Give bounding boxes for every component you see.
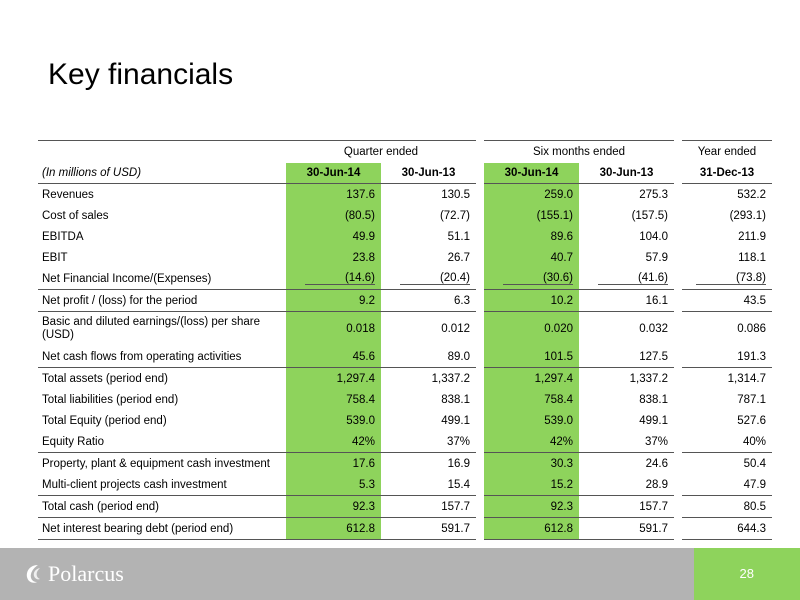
cell-value: 499.1 xyxy=(639,414,668,427)
cell-value: 0.012 xyxy=(441,323,470,335)
table-row xyxy=(38,389,772,410)
cell-value: 127.5 xyxy=(579,346,674,368)
row-label: EBIT xyxy=(42,251,68,264)
cell-value: 591.7 xyxy=(579,518,674,540)
row-label: Property, plant & equipment cash investment xyxy=(42,457,270,470)
table-row xyxy=(38,346,772,368)
cell-value: 89.6 xyxy=(484,226,579,247)
cell-value: 130.5 xyxy=(441,188,470,201)
row-label: Total cash (period end) xyxy=(38,496,286,518)
cell-value: 191.3 xyxy=(682,346,772,368)
cell-value: 0.086 xyxy=(737,323,766,335)
cell-value: 1,337.2 xyxy=(431,372,470,385)
cell-value: 17.6 xyxy=(286,453,381,475)
cell-value: 259.0 xyxy=(484,184,579,206)
row-label: EBITDA xyxy=(42,230,84,243)
cell-value: 45.6 xyxy=(286,346,381,368)
polarcus-swirl-icon xyxy=(24,562,44,586)
cell-value-text: (30.6) xyxy=(503,272,573,285)
cell-value: 28.9 xyxy=(579,474,674,496)
row-label: Revenues xyxy=(42,188,94,201)
group-header-year: Year ended xyxy=(682,141,772,164)
cell-value: 1,337.2 xyxy=(629,372,668,385)
cell-value: 89.0 xyxy=(381,346,476,368)
cell-value: 612.8 xyxy=(286,518,381,540)
row-label: Net interest bearing debt (period end) xyxy=(38,518,286,540)
row-label: Net cash flows from operating activities xyxy=(38,346,286,368)
cell-value: 49.9 xyxy=(286,226,381,247)
row-label: Net Financial Income/(Expenses) xyxy=(38,268,286,290)
table-row xyxy=(38,431,772,453)
cell-value: 758.4 xyxy=(484,389,579,410)
cell-value: 57.9 xyxy=(645,251,668,264)
row-label: Net profit / (loss) for the period xyxy=(38,290,286,312)
units-label: (In millions of USD) xyxy=(38,163,286,184)
table-row xyxy=(38,453,772,475)
cell-value: 1,297.4 xyxy=(286,368,381,390)
financials-table xyxy=(38,140,772,540)
page-number: 28 xyxy=(739,566,754,581)
cell-value: (157.5) xyxy=(631,209,668,222)
cell-value: 10.2 xyxy=(484,290,579,312)
table-row xyxy=(38,368,772,390)
column-header: 30-Jun-14 xyxy=(484,163,579,184)
table-row xyxy=(38,312,772,347)
cell-value: 787.1 xyxy=(737,393,766,406)
cell-value: 137.6 xyxy=(286,184,381,206)
cell-value: 1,314.7 xyxy=(727,372,766,385)
cell-value: 80.5 xyxy=(682,496,772,518)
cell-value: 40% xyxy=(682,431,772,453)
cell-value: 23.8 xyxy=(286,247,381,268)
cell-value: 1,297.4 xyxy=(484,368,579,390)
group-header-six-months: Six months ended xyxy=(484,141,674,164)
cell-value: 101.5 xyxy=(484,346,579,368)
table-body xyxy=(38,184,772,540)
cell-value-text: (14.6) xyxy=(305,272,375,285)
row-label: Cost of sales xyxy=(42,209,109,222)
cell-value: 532.2 xyxy=(737,188,766,201)
cell-value-text: (41.6) xyxy=(598,272,668,285)
cell-value: 42% xyxy=(484,431,579,453)
cell-value: 92.3 xyxy=(286,496,381,518)
column-header: 31-Dec-13 xyxy=(682,163,772,184)
column-header: 30-Jun-13 xyxy=(579,163,674,184)
row-label: Multi-client projects cash investment xyxy=(38,474,286,496)
row-label: Total assets (period end) xyxy=(42,372,168,385)
cell-value: 539.0 xyxy=(484,410,579,431)
cell-value: 42% xyxy=(286,431,381,453)
cell-value: 0.018 xyxy=(286,312,381,347)
cell-value xyxy=(286,268,381,290)
cell-value: 50.4 xyxy=(743,457,766,470)
cell-value: 5.3 xyxy=(286,474,381,496)
row-label: Total Equity (period end) xyxy=(42,414,167,427)
cell-value: 211.9 xyxy=(738,230,766,243)
row-label: Total liabilities (period end) xyxy=(42,393,179,406)
cell-value: 51.1 xyxy=(447,230,470,243)
cell-value: 527.6 xyxy=(737,414,766,427)
cell-value: 30.3 xyxy=(484,453,579,475)
cell-value xyxy=(381,268,476,290)
cell-value: (72.7) xyxy=(439,209,470,222)
logo-text: Polarcus xyxy=(48,561,124,586)
cell-value: 24.6 xyxy=(645,457,668,470)
cell-value: 0.032 xyxy=(639,323,668,335)
table-row xyxy=(38,226,772,247)
cell-value: 6.3 xyxy=(381,290,476,312)
cell-value: 591.7 xyxy=(381,518,476,540)
cell-value: 92.3 xyxy=(484,496,579,518)
cell-value: 838.1 xyxy=(639,393,668,406)
cell-value: 37% xyxy=(381,431,476,453)
cell-value: 104.0 xyxy=(639,230,668,243)
cell-value: 275.3 xyxy=(639,188,668,201)
cell-value: 499.1 xyxy=(441,414,470,427)
cell-value-text: (73.8) xyxy=(696,272,766,285)
table-row xyxy=(38,518,772,540)
cell-value: 43.5 xyxy=(682,290,772,312)
cell-value: (155.1) xyxy=(484,205,579,226)
cell-value: 0.020 xyxy=(484,312,579,347)
cell-value xyxy=(484,268,579,290)
cell-value: 758.4 xyxy=(286,389,381,410)
cell-value: 26.7 xyxy=(447,251,470,264)
row-label: Basic and diluted earnings/(loss) per share (USD) xyxy=(42,316,260,341)
cell-value: 37% xyxy=(579,431,674,453)
cell-value: (293.1) xyxy=(729,209,766,222)
column-header: 30-Jun-14 xyxy=(286,163,381,184)
cell-value: 15.4 xyxy=(381,474,476,496)
cell-value xyxy=(682,268,772,290)
table-row xyxy=(38,184,772,206)
table-row xyxy=(38,268,772,290)
cell-value: 838.1 xyxy=(441,393,470,406)
page-title: Key financials xyxy=(48,58,234,91)
cell-value: (80.5) xyxy=(286,205,381,226)
table-row xyxy=(38,410,772,431)
cell-value xyxy=(579,268,674,290)
cell-value: 9.2 xyxy=(286,290,381,312)
cell-value: 539.0 xyxy=(286,410,381,431)
cell-value: 16.9 xyxy=(447,457,470,470)
column-header: 30-Jun-13 xyxy=(381,163,476,184)
cell-value: 15.2 xyxy=(484,474,579,496)
cell-value: 157.7 xyxy=(381,496,476,518)
cell-value: 118.1 xyxy=(738,251,766,264)
table-row xyxy=(38,247,772,268)
cell-value-text: (20.4) xyxy=(400,272,470,285)
table-row xyxy=(38,496,772,518)
cell-value: 47.9 xyxy=(682,474,772,496)
row-label: Equity Ratio xyxy=(38,431,286,453)
cell-value: 16.1 xyxy=(579,290,674,312)
cell-value: 644.3 xyxy=(682,518,772,540)
cell-value: 157.7 xyxy=(579,496,674,518)
group-header-quarter: Quarter ended xyxy=(286,141,476,164)
table-row xyxy=(38,205,772,226)
cell-value: 612.8 xyxy=(484,518,579,540)
polarcus-logo xyxy=(24,561,124,587)
table-row xyxy=(38,290,772,312)
cell-value: 40.7 xyxy=(484,247,579,268)
table-row xyxy=(38,474,772,496)
